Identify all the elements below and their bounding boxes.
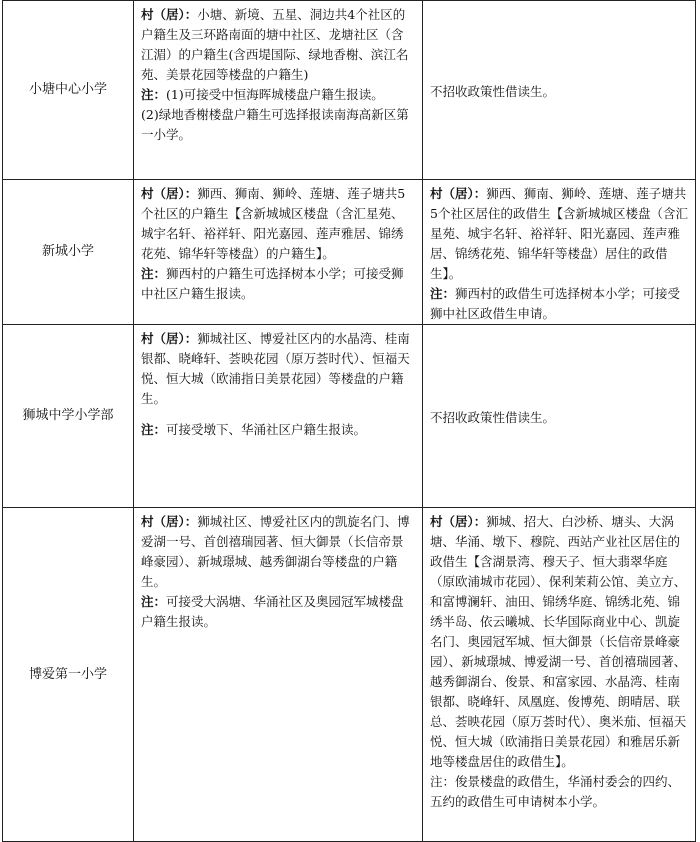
policy-cell (423, 1, 696, 180)
note-text: (2)绿地香榭楼盘户籍生可选择报读南海高新区第一小学。 (141, 107, 409, 142)
school-name: 狮城中学小学部 (3, 325, 134, 508)
note-text: 狮西村的户籍生可选择树本小学；可接受狮中社区户籍生报读。 (141, 266, 404, 301)
table-row (3, 325, 696, 508)
note-label: 注： (141, 422, 167, 437)
school-name: 博爱第一小学 (3, 508, 134, 842)
hukou-cell (134, 325, 423, 508)
policy-text: 狮城、招大、白沙桥、塘头、大涡塘、华涌、墩下、穆院、西站产业社区居住的政借生【含湖景湾、穆天子、恒大翡翠华庭（原欧浦城市花园）、保利茉莉公馆、美立方、和富博澜轩、油田、锦绣华庭、锦绣北苑、锦绣半岛、依云曦城、长华国际商业中心、凯旋名门、奥园冠军城、恒大御景（长信帝景峰豪园）、新城璟城、博爱湖一号、首创禧瑞园著、越秀御湖台、俊景、和富家园、水晶湾、桂南银都、晓峰轩、凤凰庭、俊博苑、朗晴居、联总、荟映花园（原万荟时代）、奥米茄、恒福天悦、恒大城（欧浦指日美景花园）和雅居乐新地等楼盘居住的政借生】。 (430, 514, 687, 769)
area-label: 村（居）： (430, 186, 487, 201)
note-label: 注： (141, 87, 167, 102)
note-label: 注： (141, 594, 167, 609)
note-text: 可接受墩下、华涌社区户籍生报读。 (166, 422, 367, 437)
hukou-text: 狮城社区、博爱社区内的凯旋名门、博爱湖一号、首创禧瑞园著、恒大御景（长信帝景峰豪园）、新城璟城、越秀御湖台等楼盘的户籍生。 (141, 514, 410, 589)
hukou-text: 狮城社区、博爱社区内的水晶湾、桂南银都、晓峰轩、荟映花园（原万荟时代）、恒福天悦、恒大城（欧浦指日美景花园）等楼盘的户籍生。 (141, 331, 410, 406)
school-enrollment-table (2, 0, 696, 842)
note-label: 注： (430, 774, 456, 789)
note-label: 注： (430, 286, 456, 301)
hukou-cell (134, 508, 423, 842)
area-label: 村（居）： (141, 514, 198, 529)
area-label: 村（居）： (141, 7, 198, 22)
table-row (3, 180, 696, 325)
school-name: 新城小学 (3, 180, 134, 325)
area-label: 村（居）： (141, 186, 198, 201)
school-name: 小塘中心小学 (3, 1, 134, 180)
policy-cell (423, 508, 696, 842)
note-text: (1)可接受中恒海晖城楼盘户籍生报读。 (166, 87, 384, 102)
note-text: 狮西村的政借生可选择树本小学；可接受狮中社区政借生申请。 (430, 286, 681, 321)
policy-text: 不招收政策性借读生。 (430, 410, 556, 425)
policy-text: 不招收政策性借读生。 (430, 84, 556, 99)
hukou-cell (134, 1, 423, 180)
policy-cell (423, 325, 696, 508)
policy-cell (423, 180, 696, 325)
hukou-cell (134, 180, 423, 325)
policy-text: 狮西、狮南、狮岭、莲塘、莲子塘共5个社区居住的政借生【含新城城区楼盘（含汇星苑、城宇名轩、裕祥轩、阳光嘉园、莲声雅居、锦绣花苑、锦华轩等楼盘）居住的政借生】。 (430, 186, 688, 281)
note-text: 可接受大涡塘、华涌社区及奥园冠军城楼盘户籍生报读。 (141, 594, 404, 629)
area-label: 村（居）： (141, 331, 198, 346)
note-label: 注： (141, 266, 167, 281)
note-text: 俊景楼盘的政借生，华涌村委会的四约、五约的政借生可申请树本小学。 (430, 774, 681, 809)
hukou-text: 小塘、新境、五星、洞边共4个社区的户籍生及三环路南面的塘中社区、龙塘社区（含江湄）的户籍生(含西堤国际、绿地香榭、滨江名苑、美景花园等楼盘的户籍生) (141, 7, 409, 82)
area-label: 村（居）： (430, 514, 487, 529)
table-row (3, 1, 696, 180)
hukou-text: 狮西、狮南、狮岭、莲塘、莲子塘共5个社区的户籍生【含新城城区楼盘（含汇星苑、城宇名轩、裕祥轩、阳光嘉园、莲声雅居、锦绣花苑、锦华轩等楼盘）的户籍生】。 (141, 186, 406, 261)
table-row (3, 508, 696, 842)
